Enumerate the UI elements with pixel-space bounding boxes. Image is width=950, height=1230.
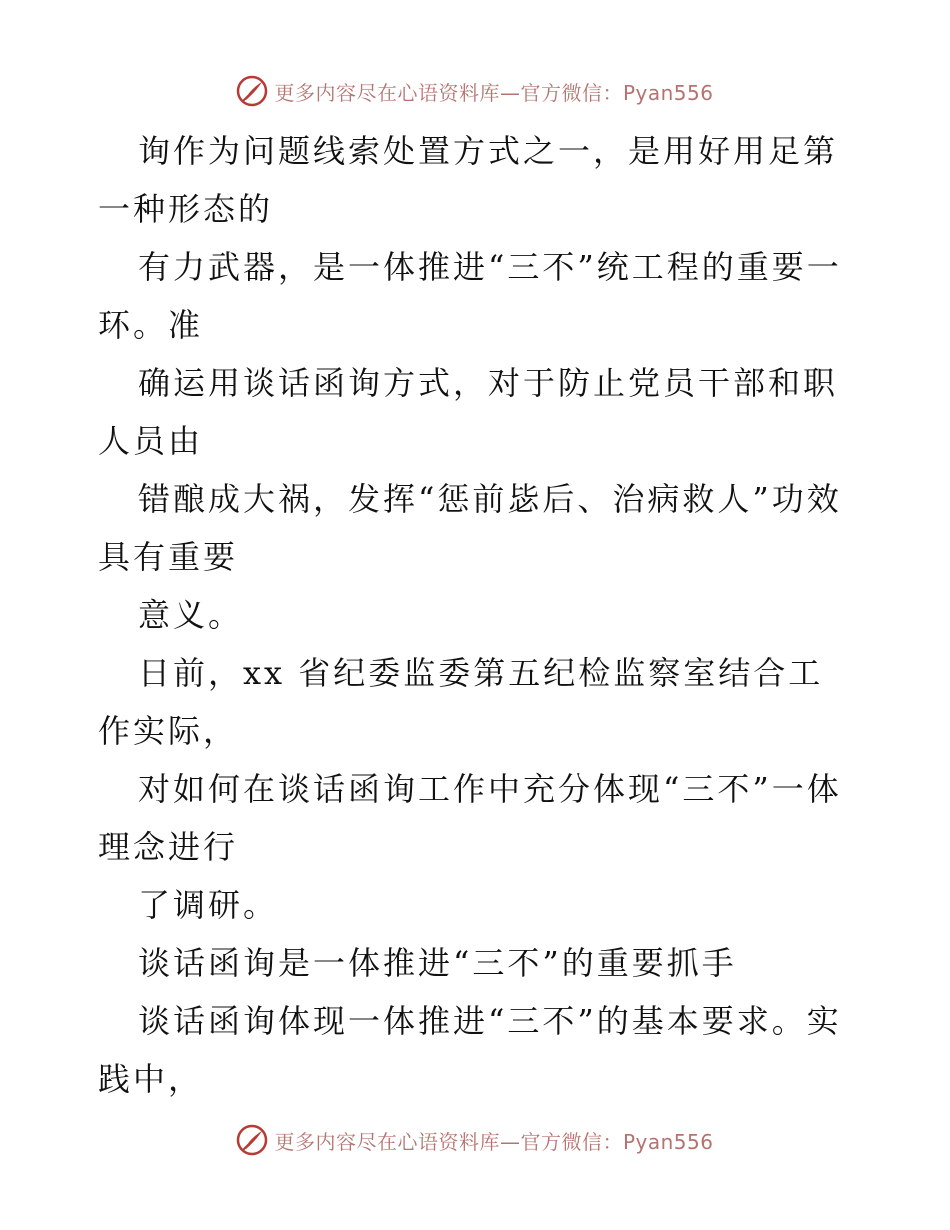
watermark-text: 更多内容尽在心语资料库—官方微信：Pyan556: [274, 1129, 714, 1154]
document-body: [98, 122, 858, 1108]
paragraph: 了调研。: [138, 886, 279, 924]
feather-pen-logo-icon: [236, 1124, 268, 1156]
footer-watermark: [0, 1120, 950, 1160]
paragraph: 确运用谈话函询方式，对于防止党员干部和职人员由: [98, 364, 839, 460]
paragraph: 有力武器，是一体推进“三不”统工程的重要一环。准: [98, 248, 842, 344]
paragraph: 日前，xx 省纪委监委第五纪检监察室结合工作实际，: [98, 654, 824, 750]
paragraph: 错酿成大祸，发挥“惩前毖后、治病救人”功效具有重要: [98, 480, 842, 576]
paragraph: 询作为问题线索处置方式之一，是用好用足第一种形态的: [98, 132, 839, 228]
paragraph: 意义。: [138, 596, 244, 634]
section-heading: 谈话函询是一体推进“三不”的重要抓手: [138, 944, 737, 982]
feather-pen-logo-icon: [236, 75, 268, 107]
watermark-text: 更多内容尽在心语资料库—官方微信：Pyan556: [274, 80, 714, 105]
header-watermark: [0, 71, 950, 111]
paragraph: 对如何在谈话函询工作中充分体现“三不”一体理念进行: [98, 770, 842, 866]
paragraph: 谈话函询体现一体推进“三不”的基本要求。实践中，: [98, 1002, 842, 1098]
